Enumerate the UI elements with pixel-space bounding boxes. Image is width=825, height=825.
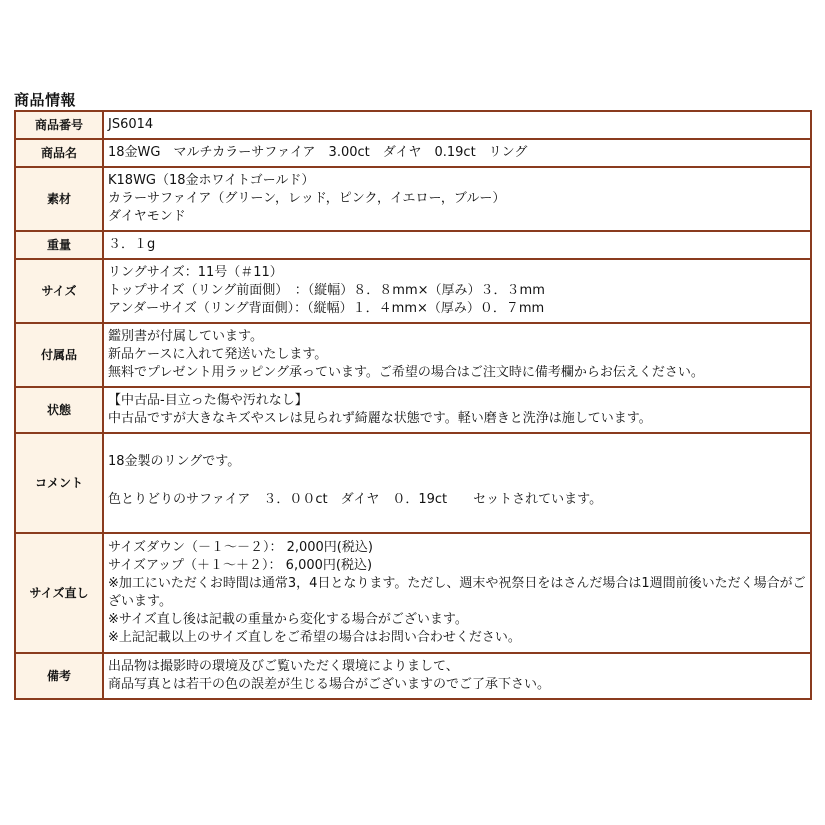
row-value-accessories bbox=[103, 323, 811, 387]
condition-line: 中古品ですが大きなキズやスレは見られず綺麗な状態です。軽い磨きと洗浄は施しています。 bbox=[108, 411, 652, 426]
accessories-line: 新品ケースに入れて発送いたします。 bbox=[108, 347, 328, 362]
notes-line: 商品写真とは若干の色の誤差が生じる場合がございますのでご了承下さい。 bbox=[108, 677, 551, 692]
table-row bbox=[15, 167, 811, 231]
notes-line: 出品物は撮影時の環境及びご覧いただく環境によりまして、 bbox=[108, 659, 459, 674]
accessories-line: 無料でプレゼント用ラッピング承っています。ご希望の場合はご注文時に備考欄からお伝えください。 bbox=[108, 365, 704, 380]
resize-line: サイズダウン（－１～－２）： 2,000円(税込) bbox=[108, 540, 373, 555]
comment-line: 18金製のリングです。 bbox=[108, 454, 241, 469]
table-row bbox=[15, 139, 811, 167]
row-value-weight: ３．１g bbox=[103, 231, 811, 259]
row-value-item-name: 18金WG マルチカラーサファイア 3.00ct ダイヤ 0.19ct リング bbox=[103, 139, 811, 167]
row-label-weight: 重量 bbox=[15, 231, 103, 259]
comment-line: 色とりどりのサファイア ３．００ct ダイヤ ０．19ct セットされています。 bbox=[108, 492, 603, 507]
row-label-condition: 状態 bbox=[15, 387, 103, 433]
resize-line: ※上記記載以上のサイズ直しをご希望の場合はお問い合わせください。 bbox=[108, 630, 521, 645]
material-line: ダイヤモンド bbox=[108, 209, 186, 224]
size-line: トップサイズ（リング前面側） ：（縦幅）８．８mm×（厚み）３．３mm bbox=[108, 283, 545, 298]
table-row bbox=[15, 387, 811, 433]
size-line: アンダーサイズ（リング背面側）：（縦幅）１．４mm×（厚み）０．７mm bbox=[108, 301, 545, 316]
table-row bbox=[15, 259, 811, 323]
product-info-table bbox=[14, 110, 812, 700]
resize-line: ※サイズ直し後は記載の重量から変化する場合がございます。 bbox=[108, 612, 468, 627]
row-label-size: サイズ bbox=[15, 259, 103, 323]
condition-line: 【中古品-目立った傷や汚れなし】 bbox=[108, 393, 308, 408]
resize-line: ※加工にいただくお時間は通常3，4日となります。ただし、週末や祝祭日をはさんだ場合は1週間前後いただく場合がございます。 bbox=[108, 576, 806, 609]
material-line: カラーサファイア（グリーン，レッド，ピンク，イエロー，ブルー） bbox=[108, 191, 506, 206]
row-value-material bbox=[103, 167, 811, 231]
row-value-resize bbox=[103, 533, 811, 653]
table-row bbox=[15, 231, 811, 259]
comment-spacer bbox=[108, 471, 806, 491]
table-row bbox=[15, 111, 811, 139]
table-row bbox=[15, 433, 811, 533]
row-value-condition bbox=[103, 387, 811, 433]
accessories-line: 鑑別書が付属しています。 bbox=[108, 329, 263, 344]
row-value-item-no: JS6014 bbox=[103, 111, 811, 139]
row-label-item-no: 商品番号 bbox=[15, 111, 103, 139]
row-label-comment: コメント bbox=[15, 433, 103, 533]
material-line: K18WG（18金ホワイトゴールド） bbox=[108, 173, 315, 188]
row-label-accessories: 付属品 bbox=[15, 323, 103, 387]
row-value-comment bbox=[103, 433, 811, 533]
row-value-size bbox=[103, 259, 811, 323]
size-line: リングサイズ：11号（＃11） bbox=[108, 265, 283, 280]
table-row bbox=[15, 653, 811, 699]
resize-line: サイズアップ（＋１～＋２）： 6,000円(税込) bbox=[108, 558, 373, 573]
section-title: 商品情報 bbox=[14, 91, 77, 109]
row-label-resize: サイズ直し bbox=[15, 533, 103, 653]
row-label-material: 素材 bbox=[15, 167, 103, 231]
table-row bbox=[15, 323, 811, 387]
row-value-notes bbox=[103, 653, 811, 699]
row-label-item-name: 商品名 bbox=[15, 139, 103, 167]
table-row bbox=[15, 533, 811, 653]
row-label-notes: 備考 bbox=[15, 653, 103, 699]
